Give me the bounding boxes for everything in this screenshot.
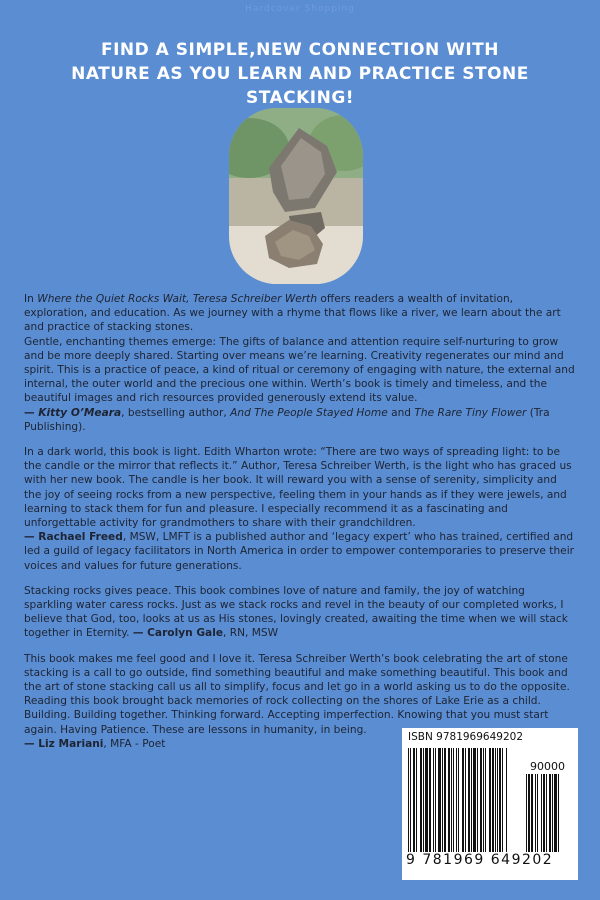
reviewer-name: Kitty O’Meara (38, 406, 122, 419)
top-watermark: Hardcover Shopping (245, 4, 355, 14)
review-1-attribution: — Kitty O’Meara, bestselling author, And The People Stayed Home and The Rare Tiny Flower (Tra Publishing). (24, 406, 550, 433)
back-cover-headline: FIND A SIMPLE,NEW CONNECTION WITH NATURE AS YOU LEARN AND PRACTICE STONE STACKING! (71, 40, 529, 108)
review-1-body: Gentle, enchanting themes emerge: The gifts of balance and attention require self-nurturing to grow and be more deeply shared. Starting over means we’re learning. Creativity regenerates our mind and spirit. This is a practice of peace, a kind of ritual or ceremony of engaging with nature, the external and internal, the outer world and the precious one within. Werth’s book is timely and timeless, and the beautiful images and rich resources provided generously extend its value. (24, 335, 575, 405)
reviewer-name: Rachael Freed (38, 531, 123, 544)
review-1-intro: In Where the Quiet Rocks Wait, Teresa Schreiber Werth offers readers a wealth of invitation, exploration, and education. As we journey with a rhyme that flows like a river, we learn about the art and practice of stacking stones. (24, 293, 561, 334)
reviewer-name: Carolyn Gale (147, 627, 224, 640)
review-4-attribution: — Liz Mariani, MFA - Poet (24, 737, 166, 750)
price-code: 90000 (530, 760, 565, 773)
isbn-human-readable: 9 781969 649202 (406, 852, 554, 868)
book-title-italic: Where the Quiet Rocks Wait, Teresa Schreiber Werth (37, 293, 318, 305)
review-3-body: Stacking rocks gives peace. This book combines love of nature and family, the joy of watching sparkling water caress rocks. Just as we stack rocks and revel in the beauty of our completed works, I believe that God, too, looks at us as His stones, lovingly created, awaiting the time when we will stack together in Eternity. — Carolyn Gale, RN, MSW (24, 584, 568, 640)
ean13-bars (408, 748, 520, 852)
isbn-barcode (402, 728, 578, 880)
review-2-body: In a dark world, this book is light. Edith Wharton wrote: “There are two ways of spreading light: to be the candle or the mirror that reflects it.” Author, Teresa Schreiber Werth, is the light who has graced us with her new book. The candle is her book. It will reward you with a sense of serenity, simplicity and the joy of seeing rocks from a new perspective, feeling them in your hands as if they were jewels, and learning to stack them for fun and pleasure. I especially recommend it as a fascinating and unforgettable activity for grandmothers to share with their grandchildren. (24, 446, 572, 530)
reviewer-name: Liz Mariani (38, 737, 104, 750)
stone-stack-photo (229, 108, 363, 284)
stone-stack-illustration (229, 108, 363, 284)
reviews-section (24, 292, 576, 751)
review-2-attribution: — Rachael Freed, MSW, LMFT is a published author and ‘legacy expert’ who has trained, certified and led a guild of legacy facilitators in North America in order to empower contemporaries to preserve their voices and values for future generations. (24, 531, 574, 572)
ean5-bars (526, 774, 572, 852)
isbn-label: ISBN 9781969649202 (408, 731, 524, 743)
review-4-body: This book makes me feel good and I love it. Teresa Schreiber Werth’s book celebrating the art of stone stacking is a call to go outside, find something beautiful and make something beautiful. This book and the art of stone stacking call us all to simplify, focus and let go in a world asking us to do the opposite. Reading this book brought back memories of rock collecting on the shores of Lake Erie as a child. Building. Building together. Thinking forward. Accepting imperfection. Knowing that you must start again. Having Patience. These are lessons in humanity, in being. (24, 652, 570, 736)
